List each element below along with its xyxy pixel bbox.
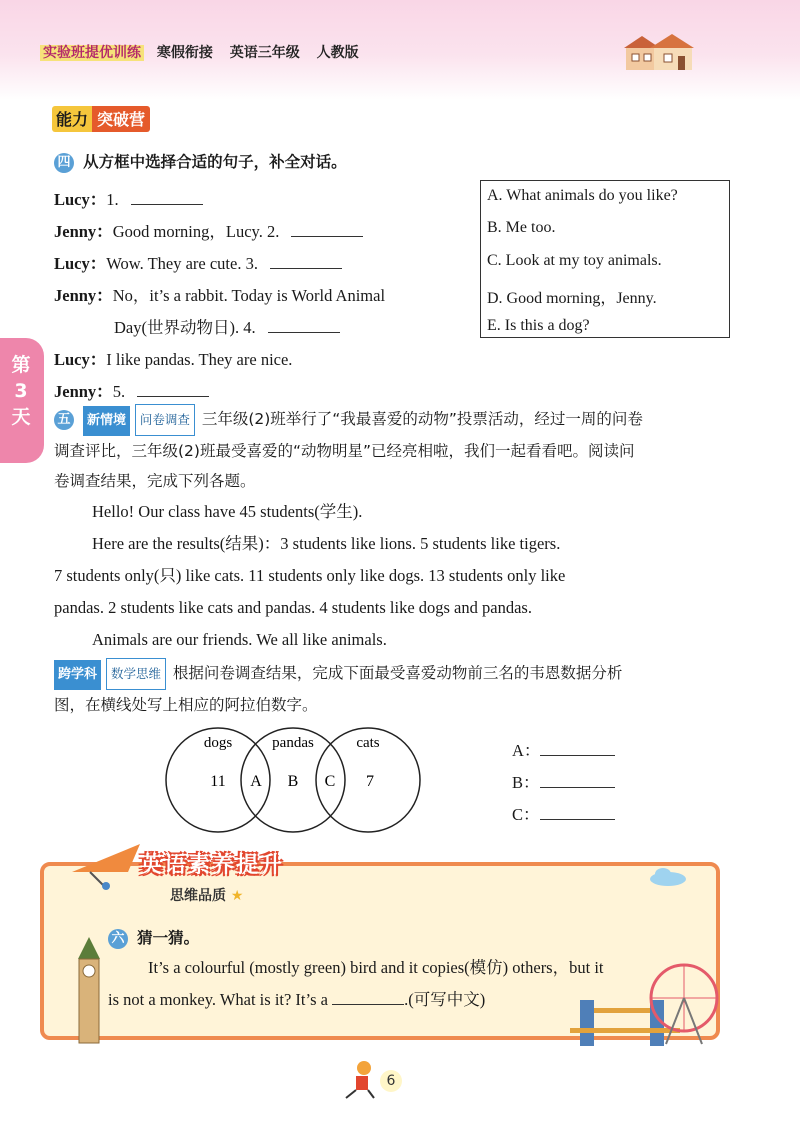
choice-option: E. Is this a dog? <box>487 317 590 334</box>
q4-title: 从方框中选择合适的句子，补全对话。 <box>83 153 347 171</box>
page-number: 6 <box>380 1070 402 1092</box>
q4-heading <box>54 150 347 173</box>
line-text: No，it’s a rabbit. Today is World Animal <box>112 286 386 305</box>
q4-number: 四 <box>54 153 74 173</box>
dialogue-line <box>54 186 203 210</box>
venn-label: pandas <box>272 735 314 751</box>
speaker: Lucy： <box>54 190 107 209</box>
skater-mascot-icon <box>338 1058 382 1102</box>
hang-glider-icon <box>70 842 150 892</box>
q6-line2-suffix: .(可写中文) <box>404 990 486 1009</box>
q6-line1: It’s a colourful (mostly green) bird and it copies(模仿) others，but it <box>148 958 604 977</box>
answer-blank[interactable] <box>131 190 203 205</box>
answer-blank[interactable] <box>332 990 404 1005</box>
answer-blank[interactable] <box>137 382 209 397</box>
q5-intro <box>54 404 744 436</box>
choice-option: C. Look at my toy animals. <box>487 252 662 269</box>
answer-label: C： <box>512 805 540 824</box>
ferris-wheel-icon <box>646 960 722 1046</box>
choice-box <box>480 180 730 338</box>
dialogue-line <box>114 314 340 338</box>
speaker: Jenny： <box>54 286 113 305</box>
clock-tower-icon <box>72 935 106 1045</box>
side-tab-label: 第3天 <box>11 354 31 428</box>
subtitle-text: 思维品质 <box>170 888 226 904</box>
speaker: Lucy： <box>54 350 107 369</box>
dialogue-line <box>54 378 209 402</box>
q6-title: 猜一猜。 <box>137 929 200 947</box>
venn-value: A <box>250 773 262 790</box>
badge-part2: 突破营 <box>92 106 150 132</box>
header-item: 寒假衔接 <box>156 45 213 61</box>
line-text: 5. <box>112 382 126 401</box>
answer-line <box>512 769 615 793</box>
badge-part1: 能力 <box>52 106 92 132</box>
passage-line: Hello! Our class have 45 students(学生). <box>92 502 363 521</box>
passage-line: 7 students only(只) like cats. 11 students only like dogs. 13 students only like <box>54 566 566 585</box>
sub-tag-math: 数学思维 <box>106 658 166 690</box>
cloud-icon <box>648 866 688 886</box>
q6-number: 六 <box>108 929 128 949</box>
sub-tag-subject: 跨学科 <box>54 660 101 690</box>
speaker: Jenny： <box>54 222 113 241</box>
q5-tag-type: 问卷调查 <box>135 404 195 436</box>
answer-blank[interactable] <box>540 773 615 788</box>
venn-value: 11 <box>210 773 226 790</box>
dialogue-line <box>54 346 292 370</box>
dialogue-line <box>54 282 385 306</box>
section-badge <box>52 106 150 132</box>
speaker: Jenny： <box>54 382 113 401</box>
header-item: 人教版 <box>316 45 359 61</box>
venn-diagram <box>160 725 425 835</box>
line-text: 1. <box>106 190 119 209</box>
venn-label: dogs <box>203 735 233 751</box>
q5-number: 五 <box>54 410 74 430</box>
venn-value: B <box>287 773 299 790</box>
venn-value: 7 <box>366 773 374 790</box>
line-text: Good morning，Lucy. 2. <box>112 222 280 241</box>
answer-blank[interactable] <box>540 741 615 756</box>
passage-line: Animals are our friends. We all like animals. <box>92 630 387 649</box>
house-illustration <box>620 32 696 72</box>
bottom-subtitle <box>170 885 243 905</box>
answer-blank[interactable] <box>270 254 342 269</box>
q5-intro-line2: 调查评比，三年级(2)班最受喜爱的“动物明星”已经亮相啦，我们一起看看吧。阅读问 <box>54 442 635 460</box>
header-title <box>40 42 371 62</box>
answer-line <box>512 801 615 825</box>
task-line2: 图，在横线处写上相应的阿拉伯数字。 <box>54 696 318 714</box>
q6-line2 <box>108 984 485 1016</box>
series-name: 实验班提优训练 <box>40 45 144 61</box>
answer-blank[interactable] <box>291 222 363 237</box>
q5-tag-context: 新情境 <box>83 406 130 436</box>
q5-intro-line1: 三年级(2)班举行了“我最喜爱的动物”投票活动，经过一周的问卷 <box>201 410 643 428</box>
answer-blank[interactable] <box>540 805 615 820</box>
answer-label: B： <box>512 773 540 792</box>
line-text: I like pandas. They are nice. <box>106 350 293 369</box>
speaker: Lucy： <box>54 254 107 273</box>
q5-task <box>54 658 622 690</box>
dialogue-line <box>54 218 363 242</box>
dialogue-line <box>54 250 342 274</box>
q6-heading <box>108 926 199 949</box>
q5-intro-line3: 卷调查结果，完成下列各题。 <box>54 472 256 490</box>
line-text: Day(世界动物日). 4. <box>114 318 256 337</box>
header-item: 英语三年级 <box>229 45 300 61</box>
choice-option: B. Me too. <box>487 219 556 236</box>
answer-label: A： <box>512 741 541 760</box>
choice-option: D. Good morning，Jenny. <box>487 290 657 307</box>
passage-line: pandas. 2 students like cats and pandas. 4 students like dogs and pandas. <box>54 598 532 617</box>
choice-option: A. What animals do you like? <box>487 187 678 204</box>
line-text: Wow. They are cute. 3. <box>106 254 258 273</box>
answer-line <box>512 737 615 761</box>
q6-line2-text: is not a monkey. What is it? It’s a <box>108 990 328 1009</box>
star-icon: ★ <box>226 888 244 904</box>
answer-blank[interactable] <box>268 318 340 333</box>
passage-line: Here are the results(结果)：3 students like lions. 5 students like tigers. <box>92 534 561 553</box>
task-line1: 根据问卷调查结果，完成下面最受喜爱动物前三名的韦恩数据分析 <box>172 664 623 682</box>
venn-value: C <box>324 773 336 790</box>
venn-label: cats <box>356 735 380 751</box>
bottom-title: 英语素养提升 <box>140 853 285 878</box>
